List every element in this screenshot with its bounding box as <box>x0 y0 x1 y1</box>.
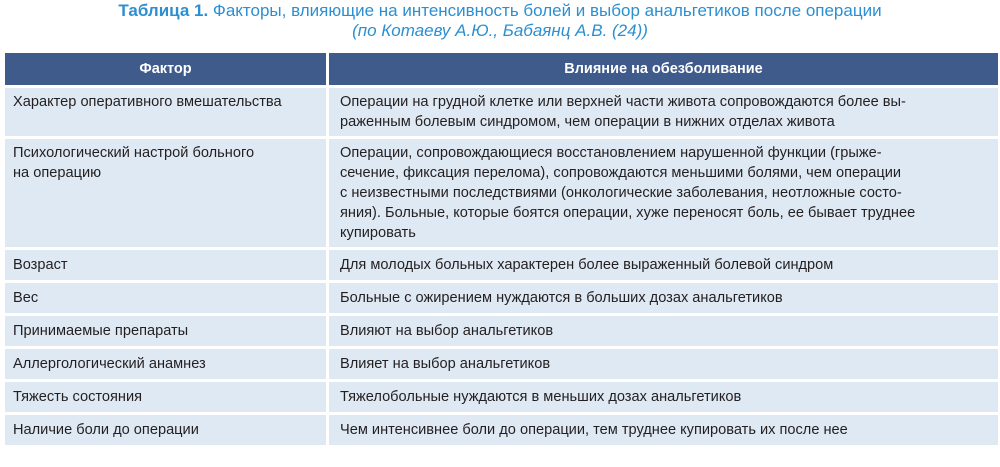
factor-line: Наличие боли до операции <box>13 422 199 438</box>
caption-label: Таблица 1. <box>118 1 209 20</box>
effect-line: Для молодых больных характерен более выраженный болевой синдром <box>340 257 834 273</box>
caption-source: (по Котаеву А.Ю., Бабаянц А.В. (24)) <box>352 21 648 40</box>
effect-cell <box>326 382 998 412</box>
factor-line: Тяжесть состояния <box>13 389 143 405</box>
factor-cell <box>5 415 326 445</box>
effect-cell <box>326 316 998 346</box>
factor-cell <box>5 250 326 280</box>
effect-cell <box>326 349 998 379</box>
table-row <box>5 349 998 379</box>
effect-line: Операции на грудной клетке или верхней части живота сопровождаются более вы- <box>340 94 906 110</box>
effect-line: купировать <box>340 225 416 241</box>
caption-title: Факторы, влияющие на интенсивность болей и выбор анальгетиков после операции <box>212 1 882 20</box>
effect-line: раженным болевым синдромом, чем операции в нижних отделах живота <box>340 114 835 130</box>
effect-line: Влияет на выбор анальгетиков <box>340 356 551 372</box>
effect-line: с неизвестными последствиями (онкологические заболевания, неотложные состо- <box>340 185 902 201</box>
factor-cell <box>5 283 326 313</box>
factor-line: Характер оперативного вмешательства <box>13 94 282 110</box>
table-caption <box>0 0 1000 41</box>
table-row <box>5 283 998 313</box>
effect-line: Влияют на выбор анальгетиков <box>340 323 554 339</box>
factor-cell <box>5 382 326 412</box>
table-row <box>5 250 998 280</box>
caption-title-line <box>0 0 1000 21</box>
effect-cell <box>326 88 998 136</box>
table-row <box>5 382 998 412</box>
table-row <box>5 88 998 136</box>
effect-line: сечение, фиксация перелома), сопровождаются меньшими болями, чем операции <box>340 165 902 181</box>
header-factor: Фактор <box>5 53 326 85</box>
factor-cell <box>5 139 326 247</box>
factor-cell <box>5 88 326 136</box>
effect-cell <box>326 283 998 313</box>
effect-line: Тяжелобольные нуждаются в меньших дозах анальгетиков <box>340 389 742 405</box>
header-effect: Влияние на обезболивание <box>326 53 998 85</box>
factor-line: на операцию <box>13 165 102 181</box>
header-row <box>5 53 998 85</box>
effect-line: Больные с ожирением нуждаются в больших дозах анальгетиков <box>340 290 783 306</box>
table-row <box>5 139 998 247</box>
effect-cell <box>326 139 998 247</box>
factors-table <box>5 50 998 448</box>
effect-cell <box>326 250 998 280</box>
factor-line: Вес <box>13 290 39 306</box>
factor-line: Возраст <box>13 257 68 273</box>
table-row <box>5 415 998 445</box>
effect-line: Операции, сопровождающиеся восстановлением нарушенной функции (грыже- <box>340 145 882 161</box>
factor-cell <box>5 349 326 379</box>
factor-line: Психологический настрой больного <box>13 145 255 161</box>
effect-cell <box>326 415 998 445</box>
effect-line: яния). Больные, которые боятся операции, хуже переносят боль, ее бывает труднее <box>340 205 916 221</box>
factor-line: Принимаемые препараты <box>13 323 189 339</box>
factor-cell <box>5 316 326 346</box>
effect-line: Чем интенсивнее боли до операции, тем труднее купировать их после нее <box>340 422 848 438</box>
factor-line: Аллергологический анамнез <box>13 356 206 372</box>
table-row <box>5 316 998 346</box>
